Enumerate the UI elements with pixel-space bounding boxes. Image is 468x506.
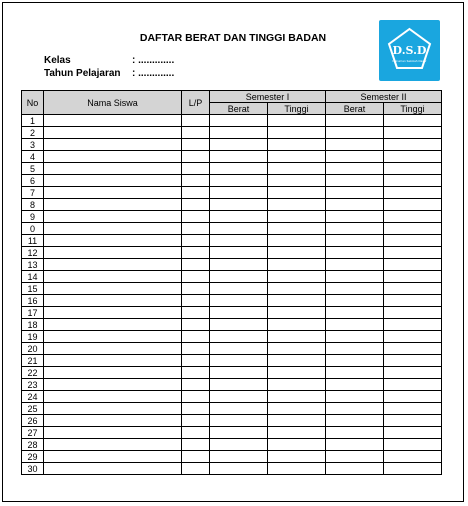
- row-number: 4: [22, 151, 44, 163]
- table-row: [22, 259, 442, 271]
- table-body: [22, 115, 442, 475]
- student-name-cell[interactable]: [44, 367, 182, 379]
- s1-weight-cell[interactable]: [210, 331, 268, 343]
- header-gender: L/P: [182, 91, 210, 115]
- row-number: 25: [22, 403, 44, 415]
- s1-weight-cell[interactable]: [210, 283, 268, 295]
- s2-weight-cell[interactable]: [326, 247, 384, 259]
- table-row: [22, 127, 442, 139]
- s2-weight-cell[interactable]: [326, 463, 384, 475]
- s2-weight-cell[interactable]: [326, 427, 384, 439]
- s2-weight-cell[interactable]: [326, 271, 384, 283]
- s1-weight-cell[interactable]: [210, 343, 268, 355]
- s2-height-cell[interactable]: [384, 355, 442, 367]
- table-row: [22, 187, 442, 199]
- s1-height-cell[interactable]: [268, 367, 326, 379]
- gender-cell[interactable]: [182, 355, 210, 367]
- s2-height-cell[interactable]: [384, 403, 442, 415]
- student-name-cell[interactable]: [44, 247, 182, 259]
- school-year-label: Tahun Pelajaran: [44, 68, 121, 79]
- s1-weight-cell[interactable]: [210, 247, 268, 259]
- s2-height-cell[interactable]: [384, 259, 442, 271]
- s1-weight-cell[interactable]: [210, 355, 268, 367]
- student-name-cell[interactable]: [44, 379, 182, 391]
- row-number: 26: [22, 415, 44, 427]
- class-field: [44, 55, 174, 66]
- s1-height-cell[interactable]: [268, 139, 326, 151]
- s1-weight-cell[interactable]: [210, 211, 268, 223]
- header-no: No: [22, 91, 44, 115]
- table-row: [22, 199, 442, 211]
- student-name-cell[interactable]: [44, 175, 182, 187]
- row-number: 17: [22, 307, 44, 319]
- s1-height-cell[interactable]: [268, 223, 326, 235]
- row-number: 23: [22, 379, 44, 391]
- row-number: 29: [22, 451, 44, 463]
- gender-cell[interactable]: [182, 343, 210, 355]
- s2-height-cell[interactable]: [384, 271, 442, 283]
- s2-height-cell[interactable]: [384, 307, 442, 319]
- table-row: [22, 139, 442, 151]
- s2-weight-cell[interactable]: [326, 307, 384, 319]
- student-name-cell[interactable]: [44, 463, 182, 475]
- table-row: [22, 283, 442, 295]
- gender-cell[interactable]: [182, 199, 210, 211]
- s1-height-cell[interactable]: [268, 199, 326, 211]
- document-title: DAFTAR BERAT DAN TINGGI BADAN: [139, 32, 327, 44]
- table-row: [22, 439, 442, 451]
- table-row: [22, 427, 442, 439]
- row-number: 16: [22, 295, 44, 307]
- s2-height-cell[interactable]: [384, 115, 442, 127]
- s2-weight-cell[interactable]: [326, 187, 384, 199]
- header-student-name: Nama Siswa: [44, 91, 182, 115]
- s2-weight-cell[interactable]: [326, 151, 384, 163]
- student-name-cell[interactable]: [44, 391, 182, 403]
- s1-height-cell[interactable]: [268, 379, 326, 391]
- student-name-cell[interactable]: [44, 271, 182, 283]
- table-row: [22, 343, 442, 355]
- gender-cell[interactable]: [182, 427, 210, 439]
- gender-cell[interactable]: [182, 463, 210, 475]
- gender-cell[interactable]: [182, 307, 210, 319]
- s2-weight-cell[interactable]: [326, 211, 384, 223]
- student-name-cell[interactable]: [44, 259, 182, 271]
- s2-weight-cell[interactable]: [326, 223, 384, 235]
- student-name-cell[interactable]: [44, 163, 182, 175]
- gender-cell[interactable]: [182, 127, 210, 139]
- s1-weight-cell[interactable]: [210, 463, 268, 475]
- class-value: : .............: [132, 55, 175, 66]
- row-number: 0: [22, 223, 44, 235]
- table-row: [22, 403, 442, 415]
- s1-height-cell[interactable]: [268, 343, 326, 355]
- s2-weight-cell[interactable]: [326, 343, 384, 355]
- student-name-cell[interactable]: [44, 331, 182, 343]
- s2-weight-cell[interactable]: [326, 415, 384, 427]
- s1-height-cell[interactable]: [268, 211, 326, 223]
- table-row: [22, 391, 442, 403]
- s2-weight-cell[interactable]: [326, 391, 384, 403]
- s2-weight-cell[interactable]: [326, 283, 384, 295]
- s1-height-cell[interactable]: [268, 271, 326, 283]
- row-number: 24: [22, 391, 44, 403]
- s2-height-cell[interactable]: [384, 235, 442, 247]
- table-row: [22, 379, 442, 391]
- student-name-cell[interactable]: [44, 403, 182, 415]
- s2-height-cell[interactable]: [384, 211, 442, 223]
- s2-weight-cell[interactable]: [326, 439, 384, 451]
- s1-weight-cell[interactable]: [210, 439, 268, 451]
- student-name-cell[interactable]: [44, 211, 182, 223]
- row-number: 20: [22, 343, 44, 355]
- s2-weight-cell[interactable]: [326, 115, 384, 127]
- dsd-logo: [379, 20, 440, 81]
- row-number: 7: [22, 187, 44, 199]
- s1-height-cell[interactable]: [268, 259, 326, 271]
- s1-weight-cell[interactable]: [210, 451, 268, 463]
- s2-height-cell[interactable]: [384, 175, 442, 187]
- row-number: 15: [22, 283, 44, 295]
- student-name-cell[interactable]: [44, 235, 182, 247]
- s1-height-cell[interactable]: [268, 151, 326, 163]
- header-s2-height: Tinggi: [384, 103, 442, 115]
- logo-subtext: Dokumen Sekolah Dasar: [392, 59, 427, 63]
- student-name-cell[interactable]: [44, 451, 182, 463]
- student-name-cell[interactable]: [44, 283, 182, 295]
- s1-height-cell[interactable]: [268, 451, 326, 463]
- table-row: [22, 355, 442, 367]
- row-number: 2: [22, 127, 44, 139]
- student-name-cell[interactable]: [44, 427, 182, 439]
- s2-height-cell[interactable]: [384, 379, 442, 391]
- gender-cell[interactable]: [182, 391, 210, 403]
- s2-weight-cell[interactable]: [326, 355, 384, 367]
- gender-cell[interactable]: [182, 235, 210, 247]
- s1-weight-cell[interactable]: [210, 319, 268, 331]
- s2-weight-cell[interactable]: [326, 199, 384, 211]
- s2-weight-cell[interactable]: [326, 367, 384, 379]
- s1-height-cell[interactable]: [268, 403, 326, 415]
- student-name-cell[interactable]: [44, 319, 182, 331]
- table-row: [22, 415, 442, 427]
- gender-cell[interactable]: [182, 211, 210, 223]
- s1-weight-cell[interactable]: [210, 223, 268, 235]
- s2-weight-cell[interactable]: [326, 295, 384, 307]
- s1-height-cell[interactable]: [268, 331, 326, 343]
- gender-cell[interactable]: [182, 367, 210, 379]
- s1-height-cell[interactable]: [268, 439, 326, 451]
- s1-height-cell[interactable]: [268, 427, 326, 439]
- row-number: 3: [22, 139, 44, 151]
- s2-weight-cell[interactable]: [326, 139, 384, 151]
- student-name-cell[interactable]: [44, 127, 182, 139]
- row-number: 28: [22, 439, 44, 451]
- s1-height-cell[interactable]: [268, 187, 326, 199]
- s1-weight-cell[interactable]: [210, 187, 268, 199]
- s1-height-cell[interactable]: [268, 391, 326, 403]
- row-number: 5: [22, 163, 44, 175]
- s1-height-cell[interactable]: [268, 247, 326, 259]
- s1-weight-cell[interactable]: [210, 367, 268, 379]
- s1-height-cell[interactable]: [268, 283, 326, 295]
- student-name-cell[interactable]: [44, 139, 182, 151]
- s2-weight-cell[interactable]: [326, 403, 384, 415]
- s1-height-cell[interactable]: [268, 163, 326, 175]
- s1-weight-cell[interactable]: [210, 127, 268, 139]
- s2-weight-cell[interactable]: [326, 127, 384, 139]
- s2-height-cell[interactable]: [384, 427, 442, 439]
- s1-weight-cell[interactable]: [210, 307, 268, 319]
- s1-weight-cell[interactable]: [210, 295, 268, 307]
- s1-weight-cell[interactable]: [210, 199, 268, 211]
- pentagon-logo-icon: [379, 20, 440, 81]
- row-number: 30: [22, 463, 44, 475]
- row-number: 9: [22, 211, 44, 223]
- s2-height-cell[interactable]: [384, 247, 442, 259]
- s2-height-cell[interactable]: [384, 367, 442, 379]
- class-label: Kelas: [44, 55, 71, 66]
- student-name-cell[interactable]: [44, 439, 182, 451]
- row-number: 21: [22, 355, 44, 367]
- table-row: [22, 271, 442, 283]
- gender-cell[interactable]: [182, 187, 210, 199]
- s1-height-cell[interactable]: [268, 415, 326, 427]
- table-row: [22, 295, 442, 307]
- table-row: [22, 331, 442, 343]
- s2-weight-cell[interactable]: [326, 259, 384, 271]
- header-s2-weight: Berat: [326, 103, 384, 115]
- header-semester-2: Semester II: [326, 91, 442, 103]
- student-name-cell[interactable]: [44, 115, 182, 127]
- s2-height-cell[interactable]: [384, 295, 442, 307]
- table-row: [22, 211, 442, 223]
- s2-height-cell[interactable]: [384, 415, 442, 427]
- row-number: 12: [22, 247, 44, 259]
- s1-weight-cell[interactable]: [210, 139, 268, 151]
- row-number: 18: [22, 319, 44, 331]
- gender-cell[interactable]: [182, 115, 210, 127]
- s1-height-cell[interactable]: [268, 127, 326, 139]
- gender-cell[interactable]: [182, 247, 210, 259]
- gender-cell[interactable]: [182, 271, 210, 283]
- header-s1-weight: Berat: [210, 103, 268, 115]
- s2-height-cell[interactable]: [384, 439, 442, 451]
- s1-height-cell[interactable]: [268, 307, 326, 319]
- s1-weight-cell[interactable]: [210, 271, 268, 283]
- s1-height-cell[interactable]: [268, 319, 326, 331]
- school-year-field: [44, 68, 174, 79]
- row-number: 1: [22, 115, 44, 127]
- row-number: 8: [22, 199, 44, 211]
- s1-height-cell[interactable]: [268, 463, 326, 475]
- s1-height-cell[interactable]: [268, 355, 326, 367]
- s1-height-cell[interactable]: [268, 235, 326, 247]
- table-row: [22, 151, 442, 163]
- data-table: [21, 90, 442, 475]
- student-name-cell[interactable]: [44, 223, 182, 235]
- row-number: 11: [22, 235, 44, 247]
- s2-height-cell[interactable]: [384, 223, 442, 235]
- student-name-cell[interactable]: [44, 343, 182, 355]
- row-number: 14: [22, 271, 44, 283]
- s2-weight-cell[interactable]: [326, 319, 384, 331]
- logo-text: D.S.D: [392, 44, 427, 57]
- gender-cell[interactable]: [182, 283, 210, 295]
- s2-weight-cell[interactable]: [326, 163, 384, 175]
- student-name-cell[interactable]: [44, 307, 182, 319]
- s2-weight-cell[interactable]: [326, 451, 384, 463]
- s2-height-cell[interactable]: [384, 283, 442, 295]
- gender-cell[interactable]: [182, 319, 210, 331]
- row-number: 27: [22, 427, 44, 439]
- s1-weight-cell[interactable]: [210, 403, 268, 415]
- s2-height-cell[interactable]: [384, 451, 442, 463]
- s2-height-cell[interactable]: [384, 139, 442, 151]
- gender-cell[interactable]: [182, 139, 210, 151]
- s2-height-cell[interactable]: [384, 127, 442, 139]
- table-row: [22, 451, 442, 463]
- s2-height-cell[interactable]: [384, 199, 442, 211]
- gender-cell[interactable]: [182, 259, 210, 271]
- s2-weight-cell[interactable]: [326, 331, 384, 343]
- table-row: [22, 463, 442, 475]
- s1-height-cell[interactable]: [268, 115, 326, 127]
- s2-weight-cell[interactable]: [326, 379, 384, 391]
- gender-cell[interactable]: [182, 439, 210, 451]
- table-row: [22, 307, 442, 319]
- s1-weight-cell[interactable]: [210, 379, 268, 391]
- student-name-cell[interactable]: [44, 295, 182, 307]
- gender-cell[interactable]: [182, 403, 210, 415]
- school-year-value: : .............: [132, 68, 175, 79]
- s2-height-cell[interactable]: [384, 463, 442, 475]
- s1-weight-cell[interactable]: [210, 427, 268, 439]
- gender-cell[interactable]: [182, 175, 210, 187]
- s1-weight-cell[interactable]: [210, 151, 268, 163]
- table-row: [22, 367, 442, 379]
- table-row: [22, 115, 442, 127]
- student-name-cell[interactable]: [44, 355, 182, 367]
- s2-height-cell[interactable]: [384, 319, 442, 331]
- student-name-cell[interactable]: [44, 415, 182, 427]
- gender-cell[interactable]: [182, 451, 210, 463]
- gender-cell[interactable]: [182, 295, 210, 307]
- s2-height-cell[interactable]: [384, 343, 442, 355]
- s2-weight-cell[interactable]: [326, 235, 384, 247]
- s1-weight-cell[interactable]: [210, 235, 268, 247]
- s2-height-cell[interactable]: [384, 151, 442, 163]
- table-row: [22, 247, 442, 259]
- s1-height-cell[interactable]: [268, 175, 326, 187]
- table-row: [22, 319, 442, 331]
- s1-height-cell[interactable]: [268, 295, 326, 307]
- s1-weight-cell[interactable]: [210, 163, 268, 175]
- s2-height-cell[interactable]: [384, 391, 442, 403]
- table-row: [22, 235, 442, 247]
- s1-weight-cell[interactable]: [210, 415, 268, 427]
- row-number: 19: [22, 331, 44, 343]
- gender-cell[interactable]: [182, 331, 210, 343]
- s1-weight-cell[interactable]: [210, 175, 268, 187]
- gender-cell[interactable]: [182, 163, 210, 175]
- table-row: [22, 175, 442, 187]
- table-row: [22, 163, 442, 175]
- student-name-cell[interactable]: [44, 199, 182, 211]
- header-s1-height: Tinggi: [268, 103, 326, 115]
- row-number: 22: [22, 367, 44, 379]
- s1-weight-cell[interactable]: [210, 391, 268, 403]
- row-number: 6: [22, 175, 44, 187]
- gender-cell[interactable]: [182, 151, 210, 163]
- header-semester-1: Semester I: [210, 91, 326, 103]
- table-row: [22, 223, 442, 235]
- s2-height-cell[interactable]: [384, 187, 442, 199]
- s1-weight-cell[interactable]: [210, 259, 268, 271]
- s1-weight-cell[interactable]: [210, 115, 268, 127]
- student-name-cell[interactable]: [44, 151, 182, 163]
- s2-weight-cell[interactable]: [326, 175, 384, 187]
- row-number: 13: [22, 259, 44, 271]
- gender-cell[interactable]: [182, 379, 210, 391]
- s2-height-cell[interactable]: [384, 163, 442, 175]
- student-name-cell[interactable]: [44, 187, 182, 199]
- s2-height-cell[interactable]: [384, 331, 442, 343]
- gender-cell[interactable]: [182, 415, 210, 427]
- gender-cell[interactable]: [182, 223, 210, 235]
